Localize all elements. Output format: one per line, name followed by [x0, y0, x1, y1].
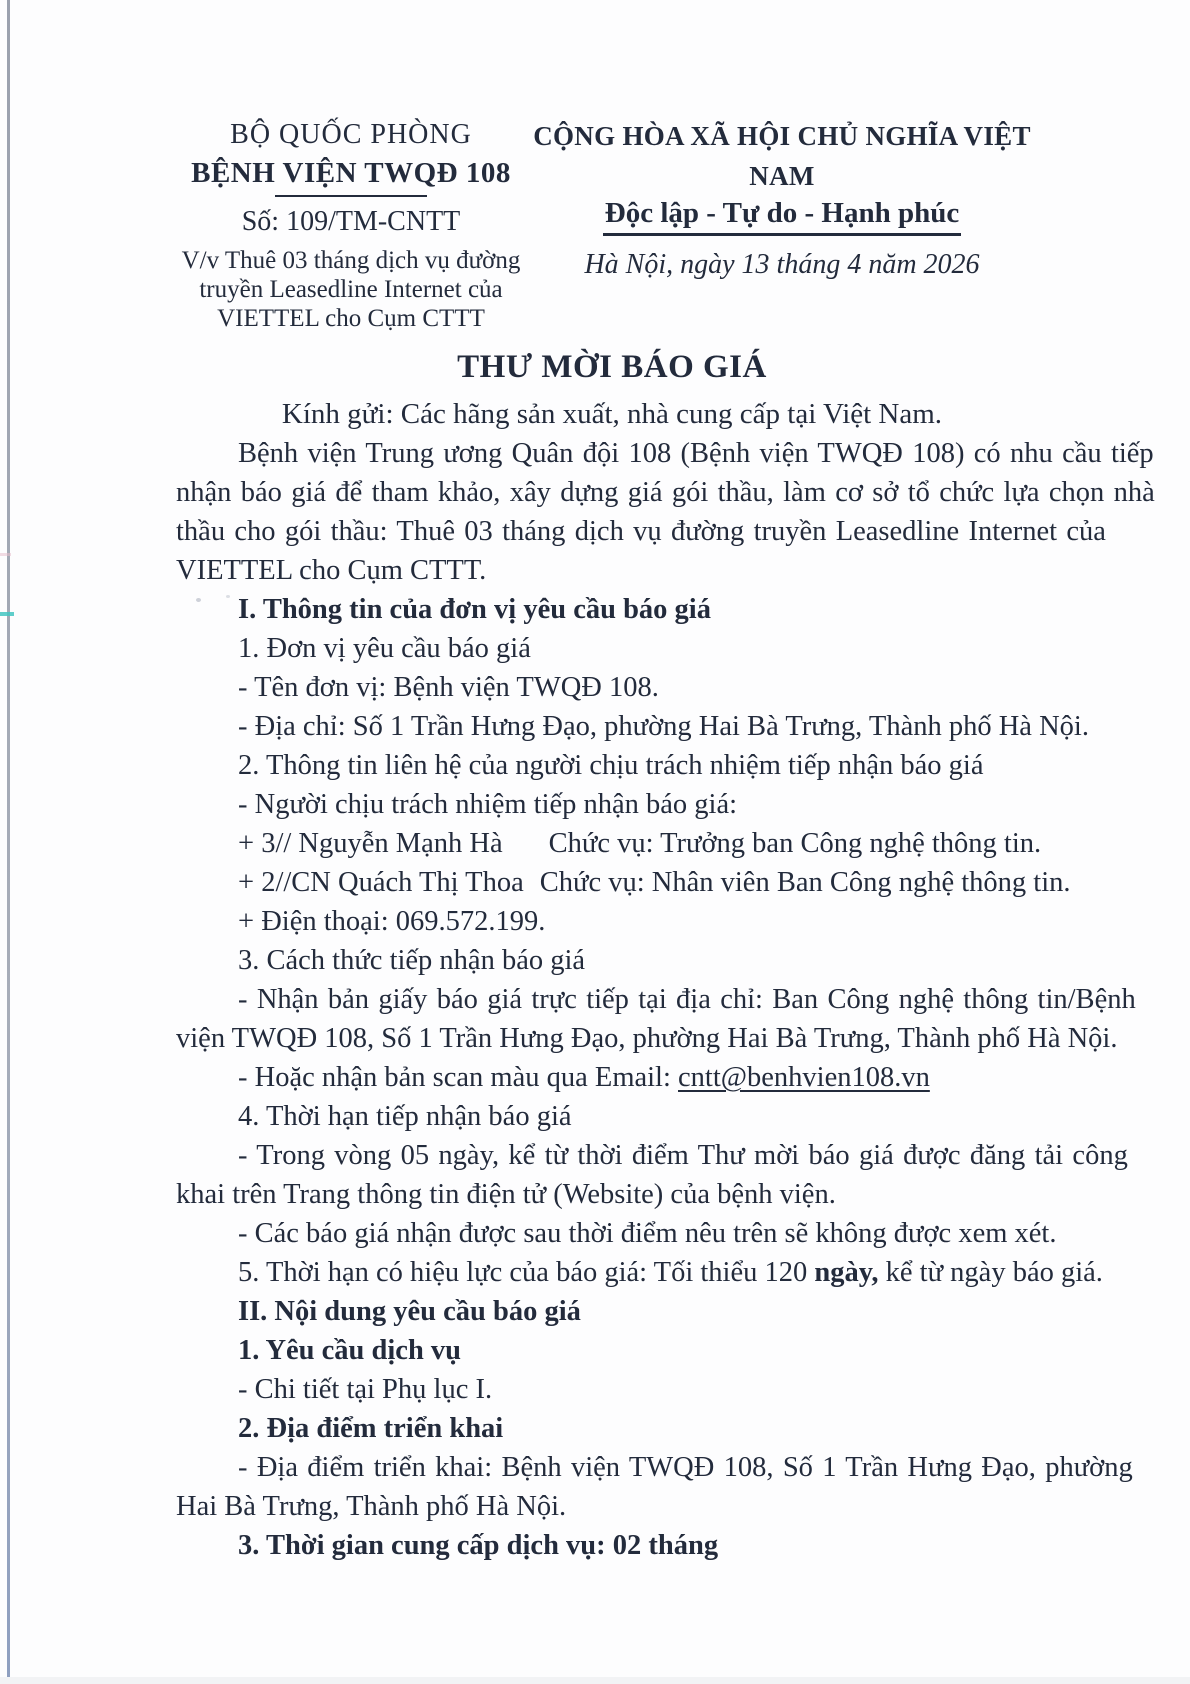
scan-artifact-teal-tick: [0, 612, 14, 616]
email-line-prefix: - Hoặc nhận bản scan màu qua Email:: [238, 1062, 671, 1093]
delivery-address-line-2: viện TWQĐ 108, Số 1 Trần Hưng Đạo, phường Hai Bà Trưng, Thành phố Hà Nội.: [176, 1023, 1118, 1054]
document-header: [176, 116, 1048, 333]
subject-block: [176, 246, 526, 333]
late-quotes-line: - Các báo giá nhận được sau thời điểm nêu trên sẽ không được xem xét.: [238, 1218, 1057, 1249]
national-header-block: [532, 116, 1032, 333]
phone-line: + Điện thoại: 069.572.199.: [238, 906, 546, 937]
item-i-1-heading: 1. Đơn vị yêu cầu báo giá: [238, 633, 531, 664]
delivery-address-line-1: - Nhận bản giấy báo giá trực tiếp tại địa chỉ: Ban Công nghệ thông tin/Bệnh: [238, 984, 1136, 1015]
intro-paragraph-line-2: nhận báo giá để tham khảo, xây dựng giá gói thầu, làm cơ sở tổ chức lựa chọn nhà: [176, 477, 1155, 508]
hospital-name-line: BỆNH VIỆN TWQĐ 108: [191, 157, 511, 189]
item-ii-2-heading: 2. Địa điểm triển khai: [238, 1413, 504, 1444]
place-date-line: Hà Nội, ngày 13 tháng 4 năm 2026: [584, 249, 980, 280]
validity-prefix: 5. Thời hạn có hiệu lực của báo giá: Tối thiểu 120: [238, 1257, 808, 1288]
document-number-line: Số: 109/TM-CNTT: [241, 206, 461, 237]
annex-reference-line: - Chi tiết tại Phụ lục I.: [238, 1374, 493, 1405]
contact-1-role: Chức vụ: Trưởng ban Công nghệ thông tin.: [548, 828, 1042, 859]
validity-suffix: kể từ ngày báo giá.: [885, 1257, 1103, 1288]
hospital-name-underline: [275, 195, 427, 197]
issuing-org-block: [176, 116, 526, 333]
national-name-line: CỘNG HÒA XÃ HỘI CHỦ NGHĨA VIỆT NAM: [533, 121, 1031, 191]
scan-bottom-edge: [0, 1677, 1190, 1684]
unit-name-line: - Tên đơn vị: Bệnh viện TWQĐ 108.: [238, 672, 659, 703]
item-i-4-heading: 4. Thời hạn tiếp nhận báo giá: [238, 1101, 572, 1132]
contact-person-line: - Người chịu trách nhiệm tiếp nhận báo giá:: [238, 789, 738, 820]
document-content: [176, 116, 1155, 1565]
item-i-3-heading: 3. Cách thức tiếp nhận báo giá: [238, 945, 586, 976]
intro-paragraph-line-1: Bệnh viện Trung ương Quân đội 108 (Bệnh viện TWQĐ 108) có nhu cầu tiếp: [238, 438, 1154, 469]
subject-line-1: V/v Thuê 03 tháng dịch vụ đường: [181, 247, 521, 274]
item-ii-1-heading: 1. Yêu cầu dịch vụ: [238, 1335, 462, 1366]
deployment-location-line-2: Hai Bà Trưng, Thành phố Hà Nội.: [176, 1491, 567, 1522]
ministry-line: BỘ QUỐC PHÒNG: [230, 119, 472, 150]
email-line: [176, 1058, 1048, 1097]
intro-paragraph-line-4: VIETTEL cho Cụm CTTT.: [176, 555, 487, 586]
validity-bold-word: ngày,: [814, 1257, 879, 1288]
section-i-heading: I. Thông tin của đơn vị yêu cầu báo giá: [238, 594, 711, 625]
contact-2-name: + 2//CN Quách Thị Thoa: [238, 867, 524, 898]
document-title: THƯ MỜI BÁO GIÁ: [457, 349, 767, 385]
deployment-location-line-1: - Địa điểm triển khai: Bệnh viện TWQĐ 108, Số 1 Trần Hưng Đạo, phường: [238, 1452, 1133, 1483]
section-ii-heading: II. Nội dung yêu cầu báo giá: [238, 1296, 581, 1327]
scan-edge-line: [7, 0, 10, 1684]
intro-paragraph-line-3: thầu cho gói thầu: Thuê 03 tháng dịch vụ đường truyền Leasedline Internet của: [176, 516, 1106, 547]
unit-address-line: - Địa chỉ: Số 1 Trần Hưng Đạo, phường Hai Bà Trưng, Thành phố Hà Nội.: [238, 711, 1089, 742]
deadline-line-2: khai trên Trang thông tin điện tử (Website) của bệnh viện.: [176, 1179, 836, 1210]
deadline-line-1: - Trong vòng 05 ngày, kể từ thời điểm Thư mời báo giá được đăng tải công: [238, 1140, 1128, 1171]
item-i-2-heading: 2. Thông tin liên hệ của người chịu trách nhiệm tiếp nhận báo giá: [238, 750, 984, 781]
contact-2-line: [176, 863, 1071, 902]
scan-artifact-pink-tick: [0, 553, 11, 556]
email-address: cntt@benhvien108.vn: [678, 1062, 930, 1093]
contact-1-line: [176, 824, 1048, 863]
motto-line: Độc lập - Tự do - Hạnh phúc: [603, 196, 962, 236]
salutation-line: Kính gửi: Các hãng sản xuất, nhà cung cấp tại Việt Nam.: [281, 398, 943, 430]
item-i-5-validity-line: [176, 1253, 1103, 1292]
contact-1-name: + 3// Nguyễn Mạnh Hà: [238, 828, 503, 859]
contact-2-role: Chức vụ: Nhân viên Ban Công nghệ thông tin.: [539, 867, 1071, 898]
item-ii-3-heading: 3. Thời gian cung cấp dịch vụ: 02 tháng: [238, 1530, 719, 1561]
subject-line-3: VIETTEL cho Cụm CTTT: [217, 305, 485, 332]
document-body: [176, 434, 1155, 1565]
subject-line-2: truyền Leasedline Internet của: [199, 276, 503, 303]
